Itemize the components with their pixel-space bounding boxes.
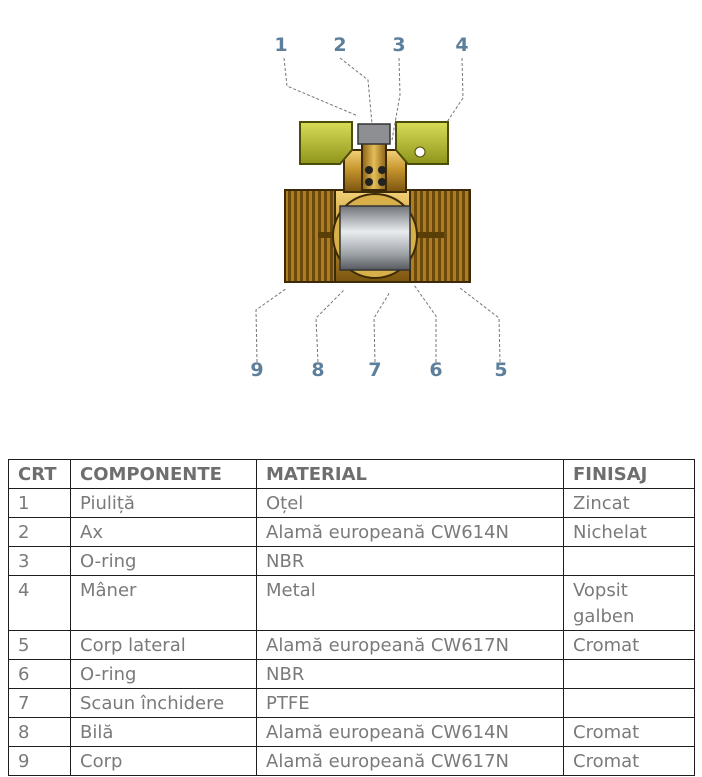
component-cell: Bilă	[71, 718, 257, 747]
finish-cell	[564, 689, 695, 718]
ball	[333, 194, 417, 278]
finish-cell	[564, 547, 695, 576]
callout-number: 2	[333, 34, 347, 56]
callout-number: 8	[311, 359, 325, 381]
material-cell: Alamă europeană CW614N	[257, 718, 564, 747]
component-cell: Mâner	[71, 576, 257, 631]
component-cell: Scaun închidere	[71, 689, 257, 718]
parts-table	[8, 459, 695, 776]
material-cell: NBR	[257, 660, 564, 689]
crt-cell: 7	[9, 689, 71, 718]
bottom-callout-numbers	[250, 359, 507, 381]
callout-number: 7	[368, 359, 382, 381]
component-cell: Corp	[71, 747, 257, 776]
table-row	[9, 547, 695, 576]
header-componente: COMPONENTE	[71, 460, 257, 489]
nut	[358, 124, 390, 144]
callout-number: 6	[429, 359, 443, 381]
component-cell: Piuliță	[71, 489, 257, 518]
crt-cell: 5	[9, 631, 71, 660]
table-row	[9, 576, 695, 631]
header-crt: CRT	[9, 460, 71, 489]
callout-number: 1	[274, 34, 288, 56]
material-cell: Metal	[257, 576, 564, 631]
table-row	[9, 689, 695, 718]
material-cell: Alamă europeană CW617N	[257, 631, 564, 660]
table-row	[9, 660, 695, 689]
callout-number: 3	[392, 34, 406, 56]
crt-cell: 1	[9, 489, 71, 518]
header-material: MATERIAL	[257, 460, 564, 489]
crt-cell: 6	[9, 660, 71, 689]
finish-cell	[564, 660, 695, 689]
header-finisaj: FINISAJ	[564, 460, 695, 489]
finish-cell: Cromat	[564, 718, 695, 747]
table-header-row	[9, 460, 695, 489]
callout-number: 4	[455, 34, 469, 56]
table-row	[9, 718, 695, 747]
crt-cell: 2	[9, 518, 71, 547]
component-cell: O-ring	[71, 660, 257, 689]
finish-cell: Vopsit galben	[564, 576, 695, 631]
material-cell: NBR	[257, 547, 564, 576]
top-callout-numbers	[274, 34, 468, 56]
table-row	[9, 489, 695, 518]
material-cell: PTFE	[257, 689, 564, 718]
callout-number: 5	[494, 359, 508, 381]
finish-cell: Cromat	[564, 631, 695, 660]
crt-cell: 3	[9, 547, 71, 576]
finish-cell: Cromat	[564, 747, 695, 776]
component-cell: Corp lateral	[71, 631, 257, 660]
table-row	[9, 631, 695, 660]
material-cell: Oțel	[257, 489, 564, 518]
material-cell: Alamă europeană CW617N	[257, 747, 564, 776]
material-cell: Alamă europeană CW614N	[257, 518, 564, 547]
component-cell: O-ring	[71, 547, 257, 576]
crt-cell: 8	[9, 718, 71, 747]
crt-cell: 4	[9, 576, 71, 631]
finish-cell: Zincat	[564, 489, 695, 518]
finish-cell: Nichelat	[564, 518, 695, 547]
component-cell: Ax	[71, 518, 257, 547]
crt-cell: 9	[9, 747, 71, 776]
callout-number: 9	[250, 359, 264, 381]
table-row	[9, 747, 695, 776]
table-row	[9, 518, 695, 547]
